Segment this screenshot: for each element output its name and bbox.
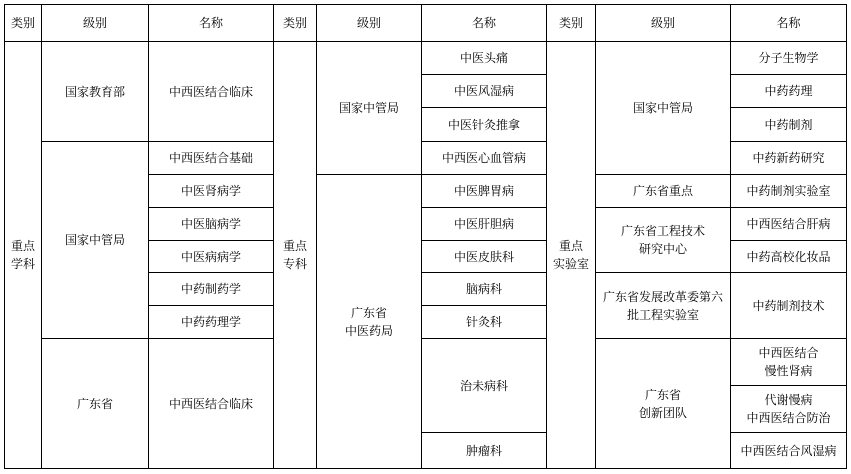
section2-name-1-3: 中医针灸推拿	[421, 107, 547, 142]
section1-name-2-1: 中西医结合基础	[148, 141, 274, 175]
section3-level-4: 广东省发展改革委第六 批工程实验室	[595, 272, 731, 339]
section1-name-2-2: 中医肾病学	[148, 174, 274, 208]
section3-level-3: 广东省工程技术 研究中心	[595, 207, 731, 273]
section1-category: 重点 学科	[4, 41, 42, 469]
section2-name-1-1: 中医头痛	[421, 41, 547, 75]
header-name-2: 名称	[421, 4, 547, 42]
header-name-3: 名称	[730, 4, 847, 42]
section3-name-1-2: 中药药理	[730, 74, 847, 108]
section2-name-2-4: 脑病科	[421, 272, 547, 306]
section3-name-3-2: 中药高校化妆品	[730, 240, 847, 273]
section1-level-2: 国家中管局	[41, 141, 149, 339]
header-category-2: 类别	[273, 4, 317, 42]
section3-level-2: 广东省重点	[595, 174, 731, 208]
header-level-1: 级别	[41, 4, 149, 42]
section3-name-2-1: 中药制剂实验室	[730, 174, 847, 208]
header-name-1: 名称	[148, 4, 274, 42]
section2-name-2-5: 针灸科	[421, 305, 547, 339]
section3-level-1: 国家中管局	[595, 41, 731, 175]
section3-name-4-1: 中药制剂技术	[730, 272, 847, 339]
section2-name-1-2: 中医风湿病	[421, 74, 547, 108]
section1-name-1-1: 中西医结合临床	[148, 41, 274, 142]
section2-name-2-3: 中医皮肤科	[421, 240, 547, 273]
section2-name-2-2: 中医肝胆病	[421, 207, 547, 241]
section2-level-1: 国家中管局	[316, 41, 422, 175]
section1-level-3: 广东省	[41, 338, 149, 469]
section2-category: 重点 专科	[273, 41, 317, 469]
section3-category: 重点 实验室	[546, 41, 596, 469]
section3-name-1-3: 中药制剂	[730, 107, 847, 142]
header-category-3: 类别	[546, 4, 596, 42]
section2-name-2-7: 肿瘤科	[421, 432, 547, 469]
section1-name-3-1: 中西医结合临床	[148, 338, 274, 469]
section3-name-5-3: 中西医结合风湿病	[730, 432, 847, 469]
section2-name-2-1: 中医脾胃病	[421, 174, 547, 208]
header-level-3: 级别	[595, 4, 731, 42]
section3-name-5-2: 代谢慢病 中西医结合防治	[730, 385, 847, 433]
section2-name-2-6: 治未病科	[421, 338, 547, 433]
section1-name-2-6: 中药药理学	[148, 305, 274, 339]
section3-name-3-1: 中西医结合肝病	[730, 207, 847, 241]
section1-name-2-3: 中医脑病学	[148, 207, 274, 241]
section3-name-5-1: 中西医结合 慢性肾病	[730, 338, 847, 386]
header-category-1: 类别	[4, 4, 42, 42]
header-level-2: 级别	[316, 4, 422, 42]
section1-name-2-5: 中药制药学	[148, 272, 274, 306]
section1-name-2-4: 中医病病学	[148, 240, 274, 273]
section2-name-1-4: 中西医心血管病	[421, 141, 547, 175]
section3-name-1-4: 中药新药研究	[730, 141, 847, 175]
section3-level-5: 广东省 创新团队	[595, 338, 731, 469]
section2-level-2: 广东省 中医药局	[316, 174, 422, 469]
section1-level-1: 国家教育部	[41, 41, 149, 142]
section3-name-1-1: 分子生物学	[730, 41, 847, 75]
